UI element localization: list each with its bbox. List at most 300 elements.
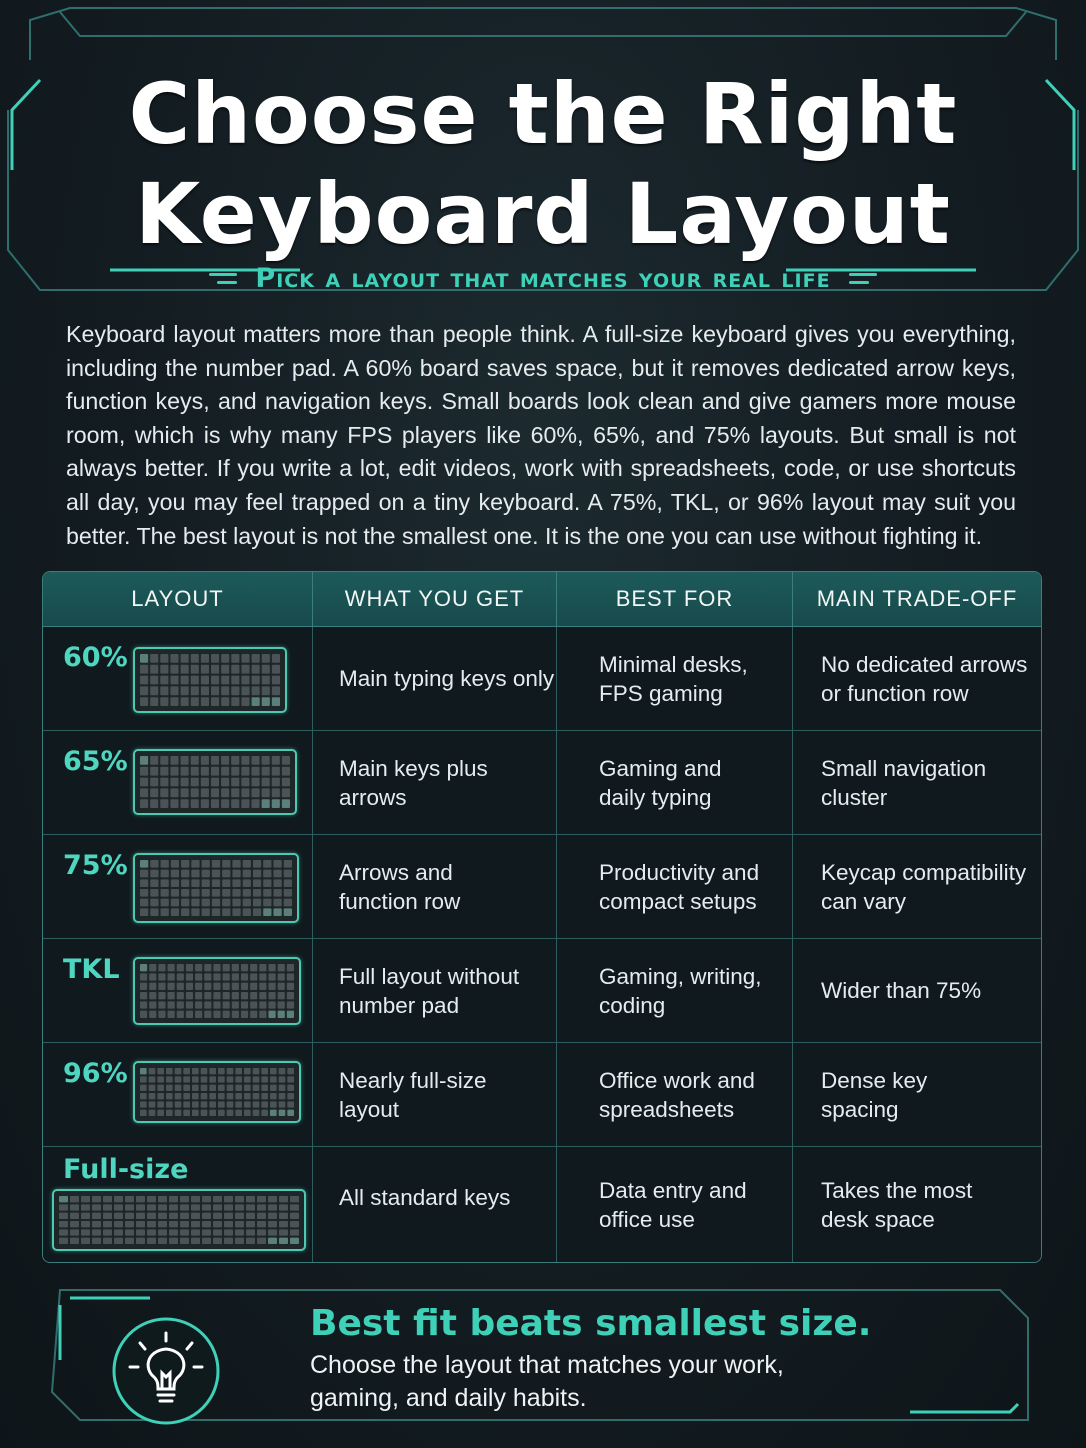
key — [92, 1238, 101, 1244]
key — [157, 1076, 164, 1082]
key — [272, 654, 280, 663]
key — [149, 1011, 156, 1018]
key — [261, 1085, 268, 1091]
key — [157, 1110, 164, 1116]
key — [150, 778, 158, 787]
key — [221, 654, 229, 663]
key — [201, 1085, 208, 1091]
key — [250, 964, 257, 971]
what-you-get-cell: Nearly full-size layout — [313, 1043, 557, 1146]
key — [191, 676, 199, 685]
key — [202, 1229, 211, 1235]
key — [177, 964, 184, 971]
key — [209, 1101, 216, 1107]
key — [170, 697, 178, 706]
key — [140, 889, 148, 897]
key — [103, 1213, 112, 1219]
trade-off-cell: Wider than 75% — [821, 978, 982, 1003]
key — [160, 799, 168, 808]
key — [244, 1068, 251, 1074]
key — [140, 676, 148, 685]
key — [186, 992, 193, 999]
key — [140, 788, 148, 797]
key — [150, 788, 158, 797]
key — [192, 1068, 199, 1074]
key — [169, 1221, 178, 1227]
key — [140, 767, 148, 776]
key — [241, 788, 249, 797]
key — [261, 1093, 268, 1099]
key — [170, 778, 178, 787]
key — [103, 1229, 112, 1235]
key — [181, 908, 189, 916]
header-best-for: BEST FOR — [557, 572, 793, 626]
key — [140, 1001, 147, 1008]
key — [262, 799, 270, 808]
key — [202, 870, 210, 878]
key — [201, 654, 209, 663]
subtitle-row — [60, 258, 1026, 298]
key — [169, 1196, 178, 1202]
key — [268, 1196, 277, 1202]
key — [160, 686, 168, 695]
layout-cell — [43, 939, 313, 1042]
key — [177, 1001, 184, 1008]
keyboard-75-icon — [133, 853, 299, 923]
key — [259, 983, 266, 990]
key — [212, 870, 220, 878]
key — [201, 788, 209, 797]
key — [211, 756, 219, 765]
key — [191, 799, 199, 808]
key — [166, 1068, 173, 1074]
key — [287, 973, 294, 980]
key — [149, 1001, 156, 1008]
key — [147, 1229, 156, 1235]
key — [262, 778, 270, 787]
key — [270, 1093, 277, 1099]
key — [169, 1229, 178, 1235]
key — [223, 973, 230, 980]
key — [221, 799, 229, 808]
key — [202, 889, 210, 897]
key — [231, 665, 239, 674]
key — [227, 1068, 234, 1074]
layout-name: 75% — [63, 850, 128, 881]
table-row — [43, 939, 1041, 1043]
key — [211, 767, 219, 776]
key — [191, 899, 199, 907]
best-for-cell: Gaming and daily typing — [557, 731, 793, 834]
key — [183, 1093, 190, 1099]
key — [140, 983, 147, 990]
key — [125, 1238, 134, 1244]
key — [235, 1229, 244, 1235]
key — [218, 1101, 225, 1107]
key — [212, 899, 220, 907]
key — [150, 686, 158, 695]
key — [287, 1093, 294, 1099]
key — [241, 992, 248, 999]
footer-callout — [50, 1287, 1028, 1427]
key — [195, 964, 202, 971]
key — [192, 1110, 199, 1116]
key — [272, 788, 280, 797]
key — [235, 1093, 242, 1099]
key — [262, 697, 270, 706]
key — [181, 889, 189, 897]
key — [222, 908, 230, 916]
header-layout: LAYOUT — [43, 572, 313, 626]
best-for-cell: Gaming, writing, coding — [557, 939, 793, 1042]
key — [241, 654, 249, 663]
key — [232, 1011, 239, 1018]
layout-cell — [43, 731, 313, 834]
key — [246, 1204, 255, 1210]
key — [140, 973, 147, 980]
key — [125, 1221, 134, 1227]
key — [243, 879, 251, 887]
key — [192, 1085, 199, 1091]
key — [241, 1011, 248, 1018]
key — [183, 1101, 190, 1107]
footer-heading: Best fit beats smallest size. — [310, 1303, 872, 1344]
table-row — [43, 1043, 1041, 1147]
trade-off-cell: Keycap compatibility can vary — [821, 859, 1027, 914]
table-header — [43, 572, 1041, 627]
key — [243, 889, 251, 897]
what-you-get-cell: Main typing keys only — [313, 627, 557, 730]
key — [213, 1001, 220, 1008]
keyboard-tkl-icon — [133, 957, 301, 1025]
key — [171, 870, 179, 878]
key — [253, 1068, 260, 1074]
key — [201, 1076, 208, 1082]
key — [191, 697, 199, 706]
trade-off-cell: Small navigation cluster — [821, 755, 987, 810]
key — [158, 1213, 167, 1219]
key — [251, 756, 259, 765]
key — [231, 767, 239, 776]
key — [262, 756, 270, 765]
key — [232, 899, 240, 907]
key — [212, 860, 220, 868]
key — [191, 908, 199, 916]
key — [186, 964, 193, 971]
key — [273, 899, 281, 907]
key — [243, 899, 251, 907]
key — [257, 1196, 266, 1202]
key — [169, 1238, 178, 1244]
key — [204, 992, 211, 999]
key — [279, 1221, 288, 1227]
key — [279, 1093, 286, 1099]
key — [290, 1213, 299, 1219]
key — [168, 973, 175, 980]
key — [168, 983, 175, 990]
key — [241, 767, 249, 776]
key — [212, 908, 220, 916]
key — [140, 1076, 147, 1082]
key — [221, 788, 229, 797]
key — [259, 992, 266, 999]
key — [180, 1221, 189, 1227]
key — [201, 756, 209, 765]
layout-name: Full-size — [63, 1154, 189, 1185]
header — [60, 28, 1026, 298]
key — [268, 1204, 277, 1210]
key — [160, 697, 168, 706]
key — [158, 992, 165, 999]
key — [235, 1076, 242, 1082]
key — [149, 1110, 156, 1116]
key — [186, 973, 193, 980]
key — [59, 1196, 68, 1202]
key — [136, 1221, 145, 1227]
key — [192, 1101, 199, 1107]
key — [282, 799, 290, 808]
keyboard-96-icon — [133, 1061, 301, 1123]
key — [59, 1221, 68, 1227]
header-trade-off: MAIN TRADE-OFF — [816, 586, 1018, 611]
key — [235, 1101, 242, 1107]
key — [211, 654, 219, 663]
key — [166, 1101, 173, 1107]
key — [177, 973, 184, 980]
key — [222, 899, 230, 907]
key — [270, 1110, 277, 1116]
key — [192, 1093, 199, 1099]
layout-name: TKL — [63, 954, 120, 985]
key — [246, 1213, 255, 1219]
key — [103, 1238, 112, 1244]
key — [201, 697, 209, 706]
key — [192, 1076, 199, 1082]
key — [150, 756, 158, 765]
key — [244, 1101, 251, 1107]
key — [157, 1101, 164, 1107]
key — [222, 870, 230, 878]
key — [180, 1204, 189, 1210]
key — [175, 1076, 182, 1082]
key — [175, 1068, 182, 1074]
lightbulb-icon — [110, 1315, 222, 1427]
key — [241, 799, 249, 808]
key — [202, 899, 210, 907]
key — [211, 788, 219, 797]
key — [251, 788, 259, 797]
key — [59, 1229, 68, 1235]
key — [253, 1093, 260, 1099]
key — [181, 767, 189, 776]
key — [243, 908, 251, 916]
key — [268, 1001, 275, 1008]
key — [253, 1110, 260, 1116]
key — [250, 992, 257, 999]
key — [263, 879, 271, 887]
key — [211, 665, 219, 674]
key — [149, 1093, 156, 1099]
best-for-cell: Minimal desks, FPS gaming — [557, 627, 793, 730]
key — [183, 1110, 190, 1116]
key — [241, 964, 248, 971]
key — [136, 1196, 145, 1202]
key — [140, 756, 148, 765]
key — [253, 1085, 260, 1091]
key — [201, 799, 209, 808]
key — [268, 983, 275, 990]
key — [246, 1229, 255, 1235]
layout-cell — [43, 1043, 313, 1146]
key — [263, 870, 271, 878]
key — [149, 1085, 156, 1091]
key — [232, 992, 239, 999]
trade-off-cell: Takes the most desk space — [821, 1177, 973, 1232]
key — [147, 1221, 156, 1227]
key — [262, 767, 270, 776]
key — [257, 1213, 266, 1219]
key — [140, 686, 148, 695]
key — [92, 1213, 101, 1219]
key — [186, 1001, 193, 1008]
key — [290, 1229, 299, 1235]
key — [235, 1068, 242, 1074]
key — [224, 1238, 233, 1244]
key — [213, 1213, 222, 1219]
key — [259, 1001, 266, 1008]
key — [181, 799, 189, 808]
key — [204, 973, 211, 980]
key — [212, 879, 220, 887]
key — [140, 908, 148, 916]
layout-cell — [43, 1147, 313, 1262]
key — [81, 1204, 90, 1210]
title-line-2: Keyboard Layout — [135, 165, 951, 263]
key — [279, 1229, 288, 1235]
key — [252, 686, 260, 695]
key — [166, 1085, 173, 1091]
key — [272, 767, 280, 776]
key — [150, 676, 158, 685]
key — [195, 1011, 202, 1018]
key — [181, 676, 189, 685]
key — [223, 992, 230, 999]
key — [243, 870, 251, 878]
key — [253, 889, 261, 897]
subtitle-deco-right — [849, 273, 877, 284]
key — [268, 964, 275, 971]
key — [244, 1076, 251, 1082]
key — [92, 1204, 101, 1210]
key — [223, 983, 230, 990]
key — [211, 778, 219, 787]
key — [272, 665, 280, 674]
key — [70, 1221, 79, 1227]
key — [181, 654, 189, 663]
key — [243, 860, 251, 868]
key — [161, 889, 169, 897]
key — [241, 973, 248, 980]
key — [211, 799, 219, 808]
key — [253, 870, 261, 878]
key — [183, 1068, 190, 1074]
key — [181, 665, 189, 674]
what-you-get-cell: Arrows and function row — [313, 835, 557, 938]
key — [261, 1068, 268, 1074]
key — [221, 686, 229, 695]
header-what-you-get: WHAT YOU GET — [313, 572, 557, 626]
key — [262, 676, 270, 685]
key — [158, 1001, 165, 1008]
key — [263, 889, 271, 897]
key — [161, 899, 169, 907]
key — [278, 983, 285, 990]
key — [161, 908, 169, 916]
key — [231, 799, 239, 808]
key — [150, 799, 158, 808]
key — [191, 889, 199, 897]
key — [177, 983, 184, 990]
key — [70, 1196, 79, 1202]
key — [287, 1011, 294, 1018]
layout-name: 60% — [63, 642, 128, 673]
key — [180, 1196, 189, 1202]
key — [263, 860, 271, 868]
layout-cell — [43, 835, 313, 938]
key — [279, 1068, 286, 1074]
key — [263, 908, 271, 916]
key — [191, 1221, 200, 1227]
key — [287, 992, 294, 999]
key — [257, 1238, 266, 1244]
table-row — [43, 627, 1041, 731]
key — [170, 686, 178, 695]
key — [213, 1238, 222, 1244]
key — [150, 767, 158, 776]
key — [268, 1011, 275, 1018]
key — [191, 1238, 200, 1244]
key — [241, 1001, 248, 1008]
key — [209, 1068, 216, 1074]
key — [251, 767, 259, 776]
key — [278, 973, 285, 980]
key — [253, 879, 261, 887]
key — [252, 665, 260, 674]
key — [272, 676, 280, 685]
key — [191, 756, 199, 765]
page-title — [60, 64, 1026, 264]
key — [232, 879, 240, 887]
key — [170, 665, 178, 674]
key — [157, 1085, 164, 1091]
key — [204, 983, 211, 990]
layout-name: 96% — [63, 1058, 128, 1089]
key — [150, 665, 158, 674]
key — [201, 767, 209, 776]
key — [147, 1238, 156, 1244]
key — [209, 1085, 216, 1091]
key — [235, 1085, 242, 1091]
key — [171, 879, 179, 887]
layout-name: 65% — [63, 746, 128, 777]
key — [157, 1093, 164, 1099]
key — [270, 1085, 277, 1091]
key — [181, 860, 189, 868]
key — [150, 654, 158, 663]
key — [70, 1204, 79, 1210]
key — [161, 879, 169, 887]
key — [150, 899, 158, 907]
